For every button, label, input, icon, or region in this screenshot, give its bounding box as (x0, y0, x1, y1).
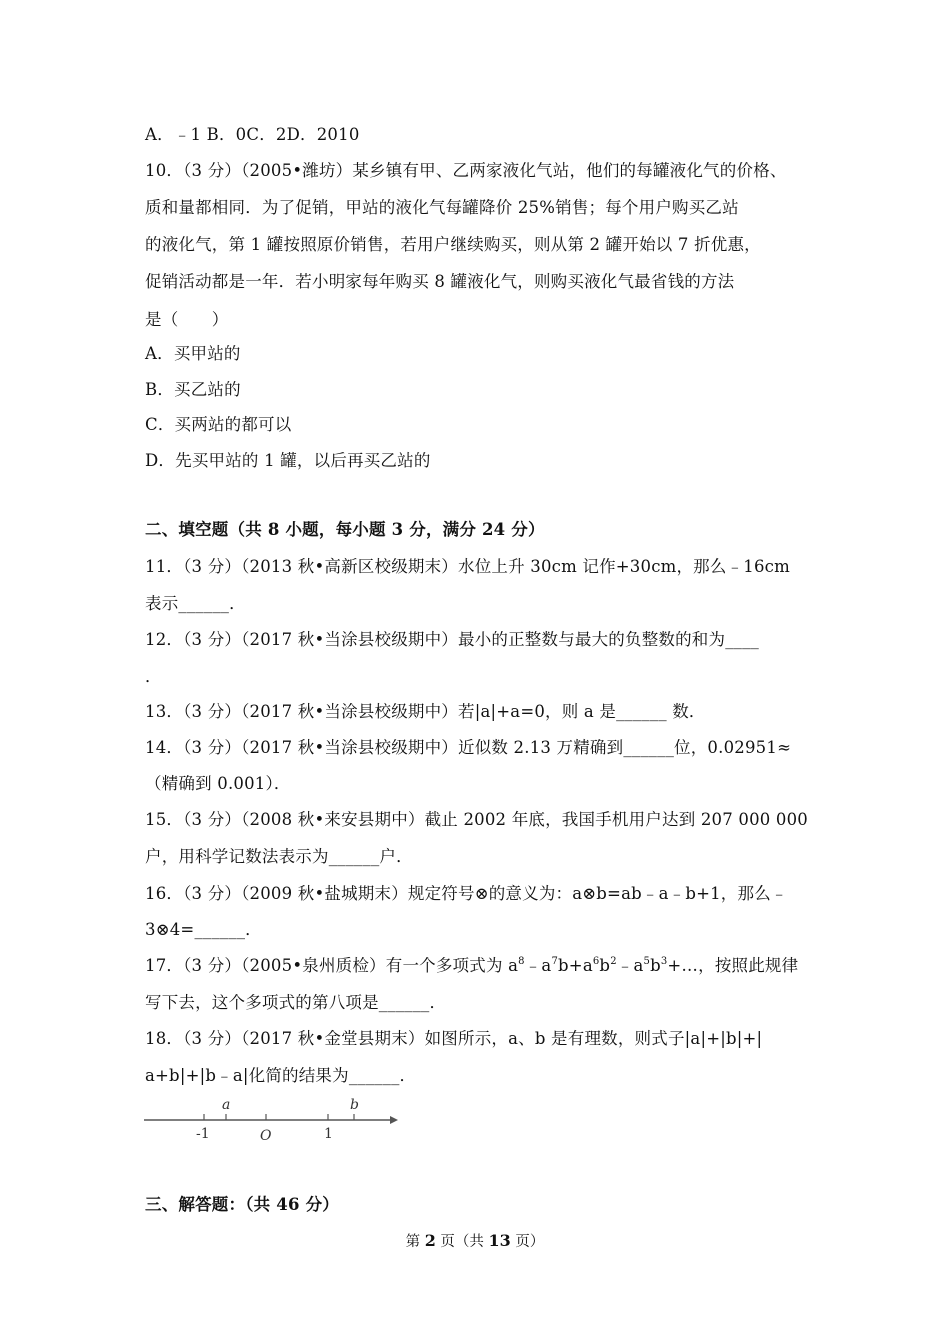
question-9-options: A．﹣1 B．0C．2D．2010 (145, 125, 360, 144)
question-13: 13．（3 分）（2017 秋•当涂县校级期中）若|a|+a=0，则 a 是______ 数． (145, 702, 706, 721)
question-12-line-2: ． (145, 667, 162, 686)
question-16-line-1: 16．（3 分）（2009 秋•盐城期末）规定符号⊗的意义为：a⊗b=ab﹣a﹣b+1，那么﹣ (145, 884, 788, 903)
label-b: b (350, 1097, 359, 1113)
question-18-line-2: a+b|+|b﹣a|化简的结果为______． (145, 1066, 417, 1085)
question-18-line-1: 18．（3 分）（2017 秋•金堂县期末）如图所示，a、b 是有理数，则式子|a|+|b|+| (145, 1029, 763, 1048)
question-10-line-1: 10．（3 分）（2005•潍坊）某乡镇有甲、乙两家液化气站，他们的每罐液化气的价格、 (145, 161, 787, 180)
number-line-arrow (390, 1116, 398, 1124)
label-one: 1 (324, 1126, 333, 1142)
section-2-heading: 二、填空题（共 8 小题，每小题 3 分，满分 24 分） (145, 520, 545, 539)
question-16-line-2: 3⊗4=______． (145, 920, 262, 939)
label-neg-one: -1 (196, 1126, 210, 1142)
question-10-line-3: 的液化气，第 1 罐按照原价销售，若用户继续购买，则从第 2 罐开始以 7 折优惠， (145, 235, 761, 254)
question-17-line-1: 17．（3 分）（2005•泉州质检）有一个多项式为 $a^8﹣a^7b+a^6b^2﹣a^5b^3+\dots$，按照此规律 (145, 956, 799, 975)
page-footer: 第 2 页（共 13 页） (405, 1231, 545, 1250)
question-10-line-5: 是（ ） (145, 310, 229, 329)
question-14-line-1: 14．（3 分）（2017 秋•当涂县校级期中）近似数 2.13 万精确到______位，0.02951≈ (145, 738, 792, 757)
label-origin: O (260, 1128, 272, 1142)
question-10-option-a: A．买甲站的 (145, 344, 241, 363)
question-11-line-2: 表示______． (145, 594, 246, 613)
question-17-line-2: 写下去，这个多项式的第八项是______． (145, 993, 447, 1012)
label-a: a (222, 1097, 231, 1113)
question-10-option-b: B．买乙站的 (145, 380, 241, 399)
question-10-line-2: 质和量都相同．为了促销，甲站的液化气每罐降价 25%销售；每个用户购买乙站 (145, 198, 739, 217)
question-14-line-2: （精确到 0.001）． (145, 774, 291, 793)
question-10-option-c: C．买两站的都可以 (145, 415, 292, 434)
question-10-option-d: D．先买甲站的 1 罐，以后再买乙站的 (145, 451, 431, 470)
section-3-heading: 三、解答题：（共 46 分） (145, 1195, 340, 1214)
question-12-line-1: 12．（3 分）（2017 秋•当涂县校级期中）最小的正整数与最大的负整数的和为____ (145, 630, 760, 649)
question-15-line-1: 15．（3 分）（2008 秋•来安县期中）截止 2002 年底，我国手机用户达到 207 000 000 (145, 810, 809, 829)
question-10-line-4: 促销活动都是一年．若小明家每年购买 8 罐液化气，则购买液化气最省钱的方法 (145, 272, 735, 291)
question-15-line-2: 户，用科学记数法表示为______户． (145, 847, 413, 866)
number-line-figure (140, 1092, 410, 1142)
question-11-line-1: 11．（3 分）（2013 秋•高新区校级期末）水位上升 30cm 记作+30cm，那么﹣16cm (145, 557, 790, 576)
